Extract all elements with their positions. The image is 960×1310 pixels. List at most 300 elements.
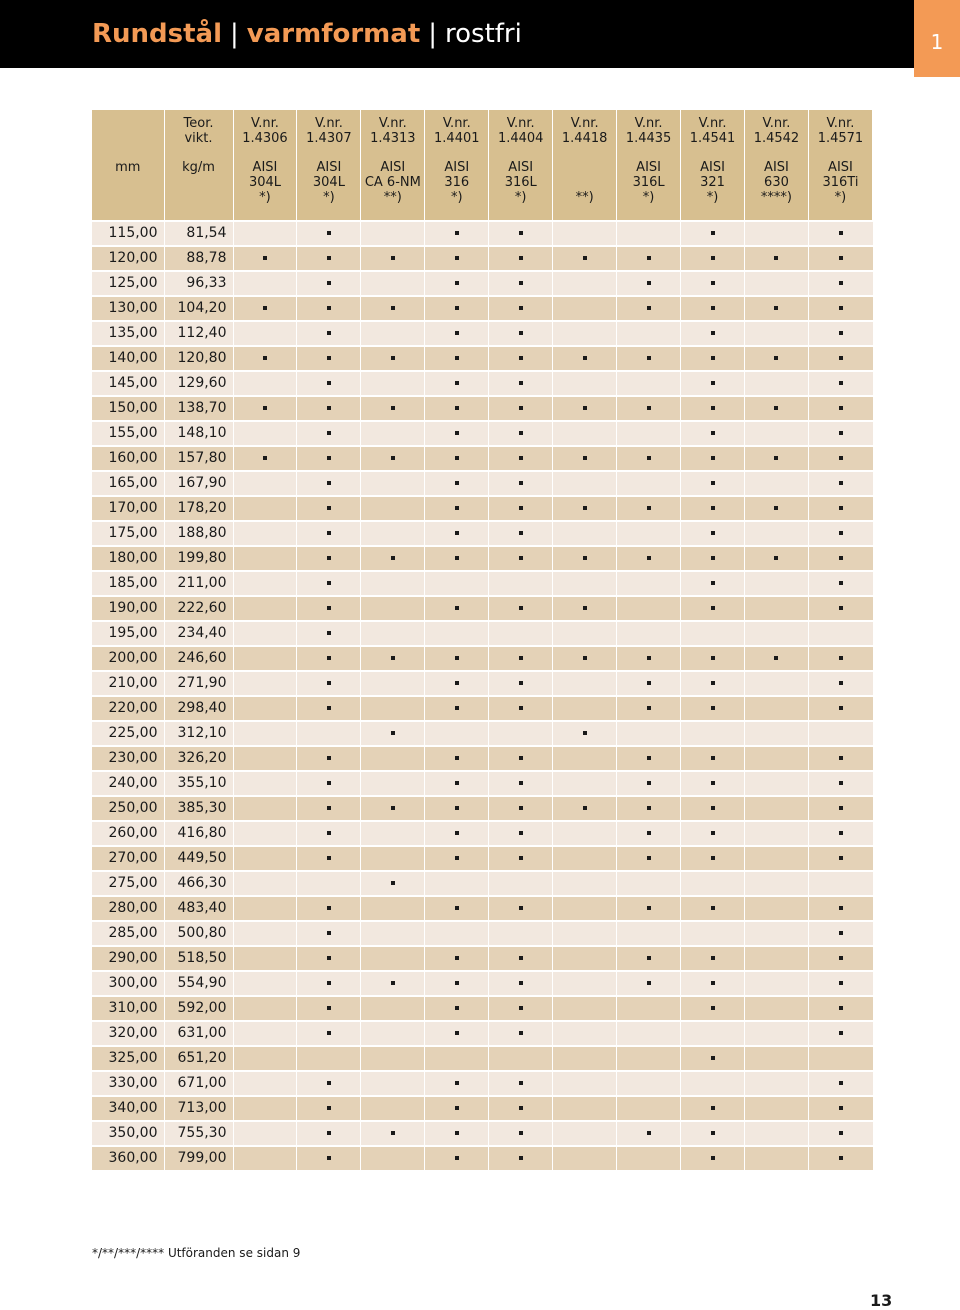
- cell-availability: [489, 221, 553, 246]
- cell-availability: [489, 846, 553, 871]
- availability-dot-icon: [839, 406, 843, 410]
- cell-availability: [808, 646, 872, 671]
- cell-availability: [808, 896, 872, 921]
- cell-availability: [297, 721, 361, 746]
- header-cell-row2-4: AISI CA 6-NM **): [361, 156, 425, 221]
- cell-availability: [489, 1021, 553, 1046]
- cell-availability: [681, 446, 745, 471]
- cell-availability: [233, 346, 297, 371]
- availability-dot-icon: [455, 531, 459, 535]
- cell-diameter: 240,00: [92, 771, 164, 796]
- availability-dot-icon: [839, 1031, 843, 1035]
- cell-availability: [489, 971, 553, 996]
- cell-availability: [681, 521, 745, 546]
- cell-availability: [361, 971, 425, 996]
- table-row: [92, 296, 873, 321]
- availability-dot-icon: [711, 1131, 715, 1135]
- table-row: [92, 796, 873, 821]
- availability-dot-icon: [839, 306, 843, 310]
- cell-availability: [553, 1046, 617, 1071]
- availability-dot-icon: [839, 356, 843, 360]
- availability-dot-icon: [327, 956, 331, 960]
- cell-availability: [489, 796, 553, 821]
- availability-dot-icon: [327, 631, 331, 635]
- cell-availability: [553, 221, 617, 246]
- cell-availability: [617, 596, 681, 621]
- cell-availability: [425, 1096, 489, 1121]
- cell-availability: [233, 471, 297, 496]
- cell-availability: [489, 696, 553, 721]
- cell-availability: [808, 596, 872, 621]
- cell-availability: [745, 271, 809, 296]
- availability-dot-icon: [391, 306, 395, 310]
- cell-availability: [361, 246, 425, 271]
- cell-availability: [297, 471, 361, 496]
- availability-dot-icon: [711, 556, 715, 560]
- table-row: [92, 221, 873, 246]
- availability-dot-icon: [839, 1081, 843, 1085]
- header-cell-row2-5: AISI 316 *): [425, 156, 489, 221]
- cell-availability: [617, 996, 681, 1021]
- cell-weight: 671,00: [164, 1071, 233, 1096]
- header-cell-row2-10: AISI 630 ****): [745, 156, 809, 221]
- cell-availability: [617, 946, 681, 971]
- availability-dot-icon: [774, 406, 778, 410]
- cell-availability: [425, 971, 489, 996]
- availability-dot-icon: [519, 306, 523, 310]
- availability-dot-icon: [327, 306, 331, 310]
- cell-availability: [617, 221, 681, 246]
- availability-dot-icon: [455, 781, 459, 785]
- cell-availability: [681, 1121, 745, 1146]
- cell-availability: [425, 446, 489, 471]
- availability-dot-icon: [839, 1006, 843, 1010]
- cell-availability: [745, 321, 809, 346]
- availability-dot-icon: [839, 756, 843, 760]
- cell-diameter: 150,00: [92, 396, 164, 421]
- availability-dot-icon: [519, 956, 523, 960]
- cell-availability: [808, 746, 872, 771]
- cell-availability: [745, 671, 809, 696]
- table-row: [92, 371, 873, 396]
- table-row: [92, 1096, 873, 1121]
- cell-weight: 500,80: [164, 921, 233, 946]
- header-cell-row2-11: AISI 316Ti *): [808, 156, 872, 221]
- cell-availability: [489, 371, 553, 396]
- cell-diameter: 135,00: [92, 321, 164, 346]
- cell-availability: [553, 1071, 617, 1096]
- table-row: [92, 896, 873, 921]
- cell-weight: 188,80: [164, 521, 233, 546]
- availability-dot-icon: [711, 981, 715, 985]
- availability-dot-icon: [839, 506, 843, 510]
- availability-dot-icon: [391, 1131, 395, 1135]
- cell-availability: [617, 446, 681, 471]
- availability-dot-icon: [839, 281, 843, 285]
- availability-dot-icon: [455, 1081, 459, 1085]
- cell-availability: [425, 1021, 489, 1046]
- availability-dot-icon: [711, 806, 715, 810]
- cell-availability: [361, 621, 425, 646]
- availability-dot-icon: [327, 1081, 331, 1085]
- availability-dot-icon: [327, 1006, 331, 1010]
- cell-availability: [681, 246, 745, 271]
- cell-availability: [425, 496, 489, 521]
- cell-availability: [681, 596, 745, 621]
- cell-availability: [808, 821, 872, 846]
- cell-availability: [297, 996, 361, 1021]
- cell-availability: [425, 571, 489, 596]
- availability-dot-icon: [774, 356, 778, 360]
- cell-diameter: 160,00: [92, 446, 164, 471]
- cell-availability: [553, 1146, 617, 1170]
- cell-availability: [297, 396, 361, 421]
- cell-availability: [617, 371, 681, 396]
- cell-availability: [361, 946, 425, 971]
- cell-availability: [745, 246, 809, 271]
- availability-dot-icon: [519, 256, 523, 260]
- table-row: [92, 946, 873, 971]
- availability-dot-icon: [839, 681, 843, 685]
- availability-dot-icon: [647, 706, 651, 710]
- cell-availability: [681, 921, 745, 946]
- table-row: [92, 446, 873, 471]
- cell-availability: [681, 321, 745, 346]
- availability-dot-icon: [583, 256, 587, 260]
- table-header-row-2: [92, 156, 873, 221]
- cell-availability: [233, 1021, 297, 1046]
- page-title: [92, 16, 522, 52]
- availability-dot-icon: [455, 906, 459, 910]
- cell-availability: [489, 896, 553, 921]
- cell-availability: [553, 421, 617, 446]
- cell-availability: [425, 646, 489, 671]
- cell-availability: [297, 1046, 361, 1071]
- cell-availability: [425, 296, 489, 321]
- cell-diameter: 180,00: [92, 546, 164, 571]
- availability-dot-icon: [327, 481, 331, 485]
- availability-dot-icon: [583, 731, 587, 735]
- cell-availability: [808, 871, 872, 896]
- cell-availability: [489, 546, 553, 571]
- cell-availability: [297, 771, 361, 796]
- availability-dot-icon: [711, 1106, 715, 1110]
- availability-dot-icon: [519, 1106, 523, 1110]
- cell-availability: [489, 621, 553, 646]
- cell-availability: [617, 621, 681, 646]
- availability-dot-icon: [711, 306, 715, 310]
- availability-dot-icon: [647, 681, 651, 685]
- availability-dot-icon: [711, 656, 715, 660]
- availability-dot-icon: [327, 406, 331, 410]
- availability-dot-icon: [455, 1106, 459, 1110]
- availability-dot-icon: [839, 831, 843, 835]
- availability-dot-icon: [391, 256, 395, 260]
- cell-availability: [681, 821, 745, 846]
- cell-availability: [681, 1046, 745, 1071]
- cell-availability: [425, 221, 489, 246]
- cell-availability: [489, 421, 553, 446]
- cell-availability: [553, 846, 617, 871]
- table-row: [92, 596, 873, 621]
- cell-availability: [681, 396, 745, 421]
- cell-availability: [425, 346, 489, 371]
- cell-availability: [808, 496, 872, 521]
- cell-availability: [617, 496, 681, 521]
- availability-dot-icon: [327, 1031, 331, 1035]
- availability-dot-icon: [455, 256, 459, 260]
- cell-diameter: 220,00: [92, 696, 164, 721]
- availability-dot-icon: [519, 281, 523, 285]
- availability-dot-icon: [327, 906, 331, 910]
- cell-weight: 167,90: [164, 471, 233, 496]
- cell-availability: [361, 796, 425, 821]
- cell-availability: [489, 721, 553, 746]
- cell-weight: 88,78: [164, 246, 233, 271]
- cell-diameter: 200,00: [92, 646, 164, 671]
- cell-availability: [681, 696, 745, 721]
- cell-weight: 211,00: [164, 571, 233, 596]
- cell-availability: [297, 971, 361, 996]
- cell-availability: [553, 821, 617, 846]
- availability-dot-icon: [711, 956, 715, 960]
- cell-availability: [489, 1121, 553, 1146]
- cell-diameter: 125,00: [92, 271, 164, 296]
- table-row: [92, 696, 873, 721]
- cell-availability: [553, 671, 617, 696]
- availability-dot-icon: [519, 556, 523, 560]
- cell-availability: [681, 846, 745, 871]
- cell-availability: [808, 1021, 872, 1046]
- cell-diameter: 165,00: [92, 471, 164, 496]
- availability-dot-icon: [455, 1131, 459, 1135]
- availability-dot-icon: [455, 356, 459, 360]
- cell-availability: [617, 571, 681, 596]
- availability-dot-icon: [519, 1031, 523, 1035]
- table-row: [92, 396, 873, 421]
- cell-availability: [745, 971, 809, 996]
- cell-availability: [745, 696, 809, 721]
- cell-availability: [297, 421, 361, 446]
- availability-dot-icon: [839, 606, 843, 610]
- cell-availability: [297, 271, 361, 296]
- header-cell-row2-6: AISI 316L *): [489, 156, 553, 221]
- cell-weight: 129,60: [164, 371, 233, 396]
- cell-availability: [233, 946, 297, 971]
- availability-dot-icon: [839, 481, 843, 485]
- cell-availability: [745, 1021, 809, 1046]
- cell-availability: [361, 471, 425, 496]
- cell-weight: 799,00: [164, 1146, 233, 1170]
- table-row: [92, 771, 873, 796]
- availability-dot-icon: [327, 331, 331, 335]
- cell-availability: [745, 371, 809, 396]
- table-row: [92, 1146, 873, 1170]
- cell-availability: [361, 546, 425, 571]
- cell-availability: [233, 1046, 297, 1071]
- availability-dot-icon: [327, 606, 331, 610]
- cell-availability: [297, 796, 361, 821]
- availability-dot-icon: [391, 981, 395, 985]
- cell-availability: [233, 1121, 297, 1146]
- availability-dot-icon: [711, 506, 715, 510]
- availability-dot-icon: [647, 506, 651, 510]
- cell-availability: [745, 946, 809, 971]
- cell-availability: [361, 396, 425, 421]
- cell-availability: [489, 246, 553, 271]
- availability-dot-icon: [647, 781, 651, 785]
- availability-dot-icon: [839, 381, 843, 385]
- cell-availability: [617, 1021, 681, 1046]
- cell-availability: [553, 346, 617, 371]
- cell-availability: [553, 896, 617, 921]
- availability-dot-icon: [583, 406, 587, 410]
- cell-availability: [425, 946, 489, 971]
- cell-availability: [425, 396, 489, 421]
- cell-availability: [233, 496, 297, 521]
- cell-availability: [361, 671, 425, 696]
- cell-availability: [745, 846, 809, 871]
- cell-availability: [617, 271, 681, 296]
- availability-dot-icon: [839, 956, 843, 960]
- availability-dot-icon: [455, 331, 459, 335]
- table-row: [92, 571, 873, 596]
- cell-availability: [489, 671, 553, 696]
- cell-availability: [553, 321, 617, 346]
- cell-availability: [233, 371, 297, 396]
- availability-dot-icon: [519, 706, 523, 710]
- title-part-1: Rundstål: [92, 19, 223, 49]
- cell-availability: [681, 871, 745, 896]
- cell-availability: [681, 621, 745, 646]
- cell-availability: [233, 1146, 297, 1170]
- cell-availability: [425, 1071, 489, 1096]
- cell-availability: [361, 446, 425, 471]
- availability-dot-icon: [839, 581, 843, 585]
- cell-availability: [681, 346, 745, 371]
- cell-availability: [361, 371, 425, 396]
- cell-availability: [425, 271, 489, 296]
- cell-diameter: 325,00: [92, 1046, 164, 1071]
- cell-availability: [553, 946, 617, 971]
- cell-availability: [553, 546, 617, 571]
- cell-diameter: 285,00: [92, 921, 164, 946]
- availability-dot-icon: [455, 981, 459, 985]
- cell-availability: [617, 646, 681, 671]
- cell-availability: [808, 696, 872, 721]
- cell-availability: [297, 371, 361, 396]
- cell-availability: [553, 696, 617, 721]
- cell-diameter: 130,00: [92, 296, 164, 321]
- cell-availability: [745, 396, 809, 421]
- cell-availability: [681, 996, 745, 1021]
- table-row: [92, 646, 873, 671]
- cell-diameter: 140,00: [92, 346, 164, 371]
- title-separator-1: |: [230, 19, 239, 49]
- availability-dot-icon: [711, 481, 715, 485]
- cell-availability: [808, 946, 872, 971]
- availability-dot-icon: [391, 456, 395, 460]
- cell-availability: [233, 1071, 297, 1096]
- availability-dot-icon: [839, 706, 843, 710]
- table-row: [92, 846, 873, 871]
- availability-dot-icon: [519, 756, 523, 760]
- cell-availability: [361, 321, 425, 346]
- cell-availability: [745, 471, 809, 496]
- cell-availability: [681, 421, 745, 446]
- cell-availability: [745, 721, 809, 746]
- availability-dot-icon: [327, 756, 331, 760]
- cell-availability: [233, 646, 297, 671]
- cell-availability: [361, 421, 425, 446]
- cell-weight: 631,00: [164, 1021, 233, 1046]
- table-row: [92, 271, 873, 296]
- header-cell-row1-4: V.nr. 1.4313: [361, 110, 425, 156]
- table-row: [92, 921, 873, 946]
- cell-availability: [361, 271, 425, 296]
- availability-dot-icon: [711, 531, 715, 535]
- availability-dot-icon: [519, 781, 523, 785]
- cell-availability: [489, 571, 553, 596]
- cell-weight: 199,80: [164, 546, 233, 571]
- cell-availability: [808, 221, 872, 246]
- cell-availability: [297, 896, 361, 921]
- cell-availability: [553, 621, 617, 646]
- table-row: [92, 521, 873, 546]
- availability-dot-icon: [711, 581, 715, 585]
- cell-diameter: 350,00: [92, 1121, 164, 1146]
- availability-dot-icon: [519, 231, 523, 235]
- cell-availability: [361, 1021, 425, 1046]
- availability-dot-icon: [711, 381, 715, 385]
- table-row: [92, 821, 873, 846]
- cell-availability: [361, 596, 425, 621]
- availability-dot-icon: [711, 331, 715, 335]
- cell-availability: [489, 496, 553, 521]
- cell-availability: [681, 771, 745, 796]
- cell-availability: [553, 1121, 617, 1146]
- availability-dot-icon: [327, 431, 331, 435]
- cell-availability: [233, 796, 297, 821]
- cell-availability: [617, 346, 681, 371]
- availability-dot-icon: [711, 406, 715, 410]
- availability-dot-icon: [455, 856, 459, 860]
- cell-availability: [808, 396, 872, 421]
- cell-availability: [808, 771, 872, 796]
- cell-availability: [808, 1096, 872, 1121]
- cell-availability: [233, 521, 297, 546]
- cell-availability: [617, 896, 681, 921]
- cell-availability: [489, 596, 553, 621]
- cell-availability: [553, 246, 617, 271]
- cell-availability: [297, 1071, 361, 1096]
- title-part-3: rostfri: [445, 19, 522, 49]
- header-cell-row1-10: V.nr. 1.4542: [745, 110, 809, 156]
- cell-availability: [489, 871, 553, 896]
- cell-availability: [808, 421, 872, 446]
- table-row: [92, 246, 873, 271]
- header-cell-row1-7: V.nr. 1.4418: [553, 110, 617, 156]
- cell-availability: [617, 971, 681, 996]
- availability-dot-icon: [455, 231, 459, 235]
- footnote: */**/***/**** Utföranden se sidan 9: [92, 1246, 301, 1260]
- cell-availability: [425, 921, 489, 946]
- table-row: [92, 721, 873, 746]
- cell-availability: [745, 221, 809, 246]
- availability-dot-icon: [647, 256, 651, 260]
- cell-availability: [233, 671, 297, 696]
- availability-dot-icon: [519, 356, 523, 360]
